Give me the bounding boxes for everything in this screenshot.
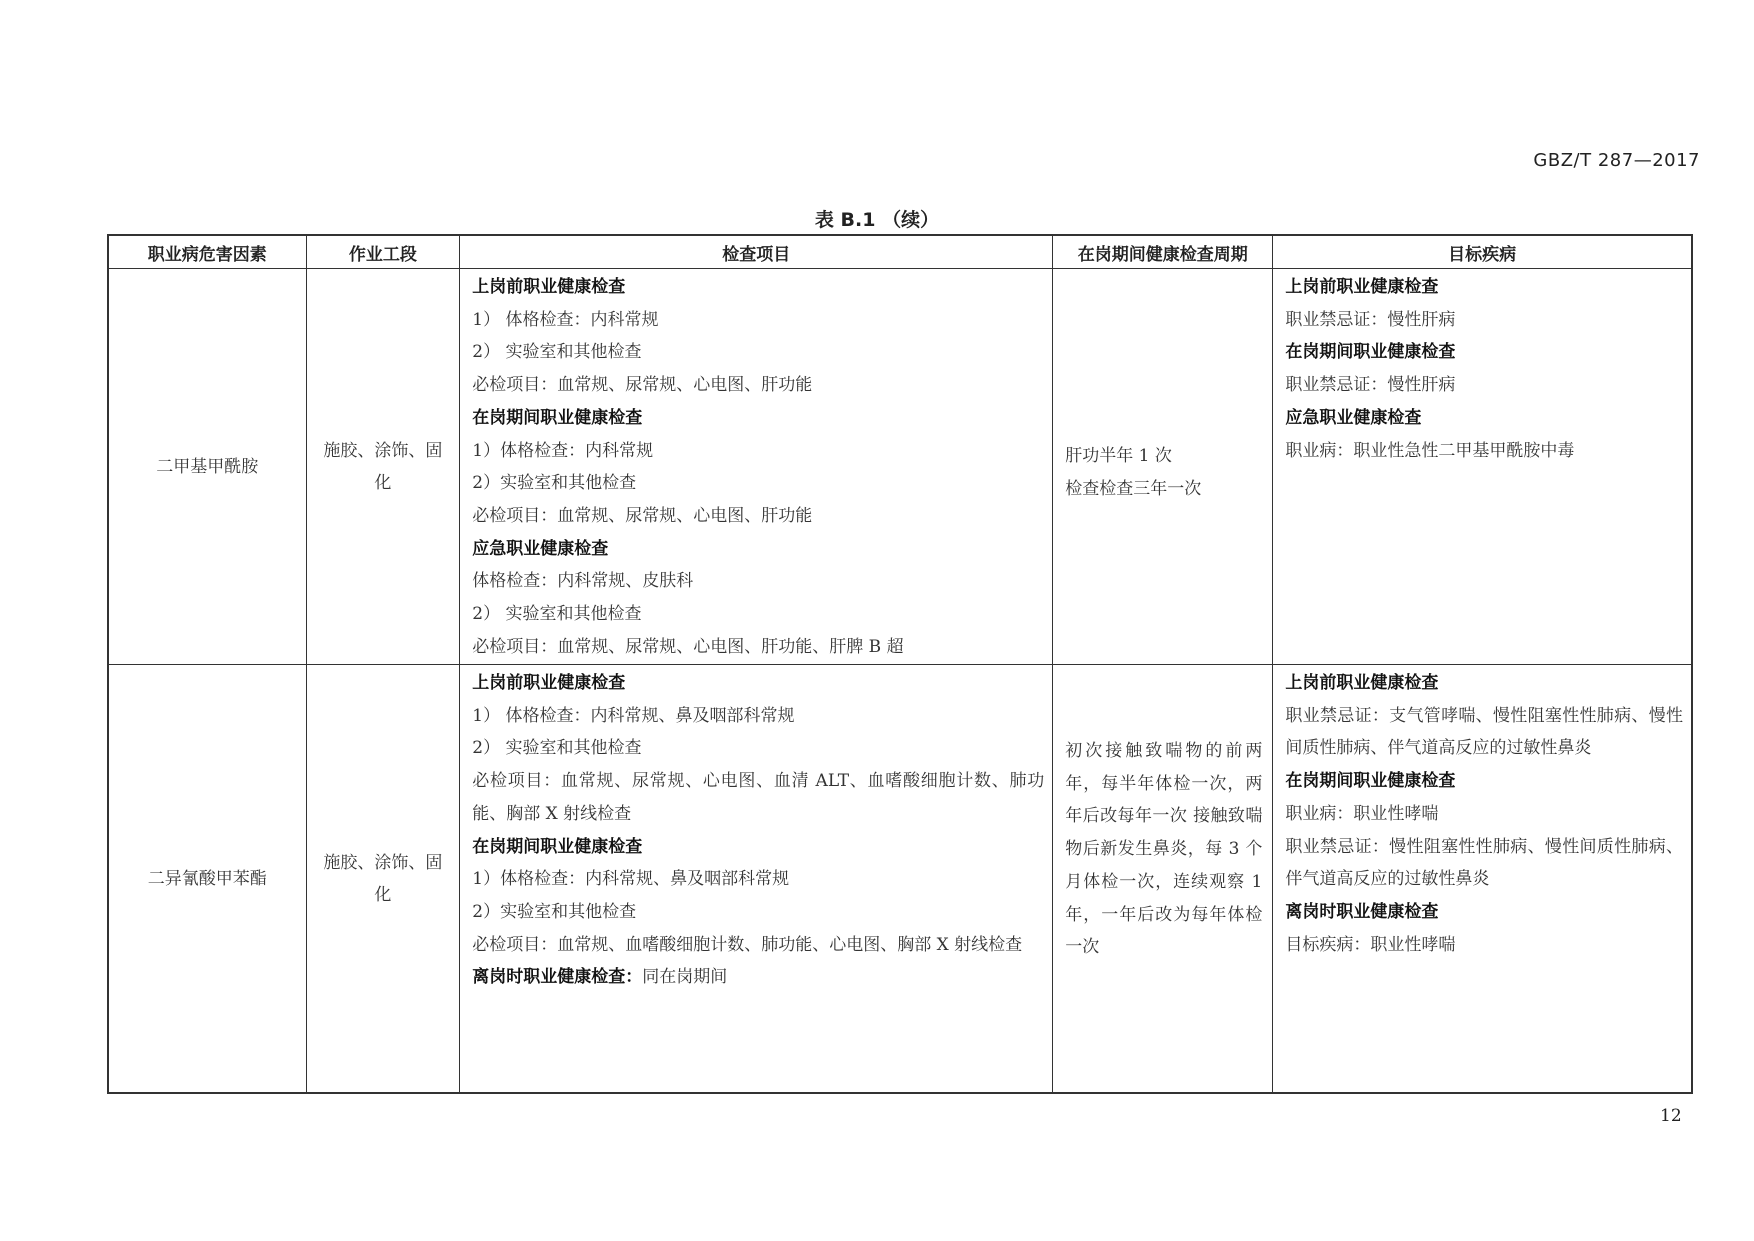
col-header-stage: 作业工段 [306, 235, 460, 269]
line-suffix: 同在岗期间 [642, 967, 728, 988]
section-heading: 应急职业健康检查 [472, 538, 609, 559]
period-cell [1053, 269, 1273, 665]
list-line: 必检项目：血常规、尿常规、心电图、肝功能 [472, 505, 813, 526]
list-line: 必检项目：血常规、尿常规、心电图、肝功能、肝脾 B 超 [472, 636, 904, 657]
list-line: 必检项目：血常规、血嗜酸细胞计数、肺功能、心电图、胸部 X 射线检查 [472, 934, 1023, 955]
stage-line: 施胶、涂饰、固 [323, 440, 443, 461]
section-heading: 离岗时职业健康检查：同在岗期间 [472, 967, 728, 988]
table-row [108, 269, 1692, 665]
period-cell [1053, 665, 1273, 1094]
table-row [108, 665, 1692, 1094]
col-header-factor: 职业病危害因素 [108, 235, 306, 269]
list-line: 职业禁忌证：慢性肝病 [1285, 309, 1456, 330]
items-cell [460, 269, 1053, 665]
items-cell [460, 665, 1053, 1094]
section-heading: 应急职业健康检查 [1285, 407, 1422, 428]
list-line: 1）体格检查：内科常规 [472, 440, 654, 461]
list-line: 职业病：职业性急性二甲基甲酰胺中毒 [1285, 440, 1575, 461]
stage-line: 化 [374, 472, 392, 493]
section-heading: 上岗前职业健康检查 [472, 277, 626, 297]
list-line: 职业病：职业性哮喘 [1285, 803, 1439, 824]
list-line: 必检项目：血常规、尿常规、心电图、肝功能 [472, 375, 813, 396]
list-line: 必检项目：血常规、尿常规、心电图、血清 ALT、血嗜酸细胞计数、肺功能、胸部 X 射线检查 [472, 771, 1045, 824]
col-header-period: 在岗期间健康检查周期 [1053, 235, 1273, 269]
list-line: 2） 实验室和其他检查 [472, 604, 642, 625]
section-heading: 上岗前职业健康检查 [1285, 673, 1439, 693]
factor-cell: 二甲基甲酰胺 [108, 269, 306, 665]
diseases-cell [1273, 269, 1692, 665]
section-heading: 在岗期间职业健康检查 [472, 836, 643, 857]
list-line: 体格检查：内科常规、皮肤科 [472, 571, 694, 592]
table-caption: 表 B.1 （续） [814, 209, 940, 231]
list-line: 2） 实验室和其他检查 [472, 342, 642, 363]
document-code: GBZ/T 287—2017 [1533, 150, 1700, 171]
period-line: 检查检查三年一次 [1065, 478, 1202, 499]
list-line: 2） 实验室和其他检查 [472, 738, 642, 759]
list-line: 职业禁忌证：慢性阻塞性性肺病、慢性间质性肺病、伴气道高反应的过敏性鼻炎 [1285, 836, 1683, 890]
period-text: 初次接触致喘物的前两年，每半年体检一次，两年后改每年一次 接触致喘物后新发生鼻炎，每 3 个月体检一次，连续观察 1 年，一年后改为每年体检一次 [1065, 741, 1263, 958]
list-line: 1） 体格检查：内科常规 [472, 309, 659, 330]
list-line: 1）体格检查：内科常规、鼻及咽部科常规 [472, 869, 790, 890]
col-header-diseases: 目标疾病 [1273, 235, 1692, 269]
health-exam-table [107, 234, 1693, 1094]
stage-cell [306, 269, 460, 665]
section-heading: 在岗期间职业健康检查 [1285, 771, 1456, 792]
section-heading: 在岗期间职业健康检查 [1285, 342, 1456, 363]
factor-cell: 二异氰酸甲苯酯 [108, 665, 306, 1094]
stage-cell [306, 665, 460, 1094]
diseases-cell [1273, 665, 1692, 1094]
page-number: 12 [1660, 1106, 1682, 1126]
section-heading: 在岗期间职业健康检查 [472, 407, 643, 428]
period-line: 肝功半年 1 次 [1065, 445, 1172, 466]
list-line: 1） 体格检查：内科常规、鼻及咽部科常规 [472, 705, 795, 726]
section-heading: 离岗时职业健康检查 [1285, 901, 1439, 922]
list-line: 职业禁忌证：慢性肝病 [1285, 375, 1456, 396]
list-line: 目标疾病：职业性哮喘 [1285, 934, 1456, 955]
col-header-items: 检查项目 [460, 235, 1053, 269]
list-line: 2）实验室和其他检查 [472, 901, 637, 922]
section-heading: 上岗前职业健康检查 [1285, 277, 1439, 297]
list-line: 职业禁忌证：支气管哮喘、慢性阻塞性性肺病、慢性间质性肺病、伴气道高反应的过敏性鼻炎 [1285, 705, 1683, 759]
stage-line: 化 [374, 884, 392, 905]
section-heading: 上岗前职业健康检查 [472, 673, 626, 693]
list-line: 2）实验室和其他检查 [472, 473, 637, 494]
stage-line: 施胶、涂饰、固 [323, 852, 443, 873]
table-header-row [108, 235, 1692, 269]
